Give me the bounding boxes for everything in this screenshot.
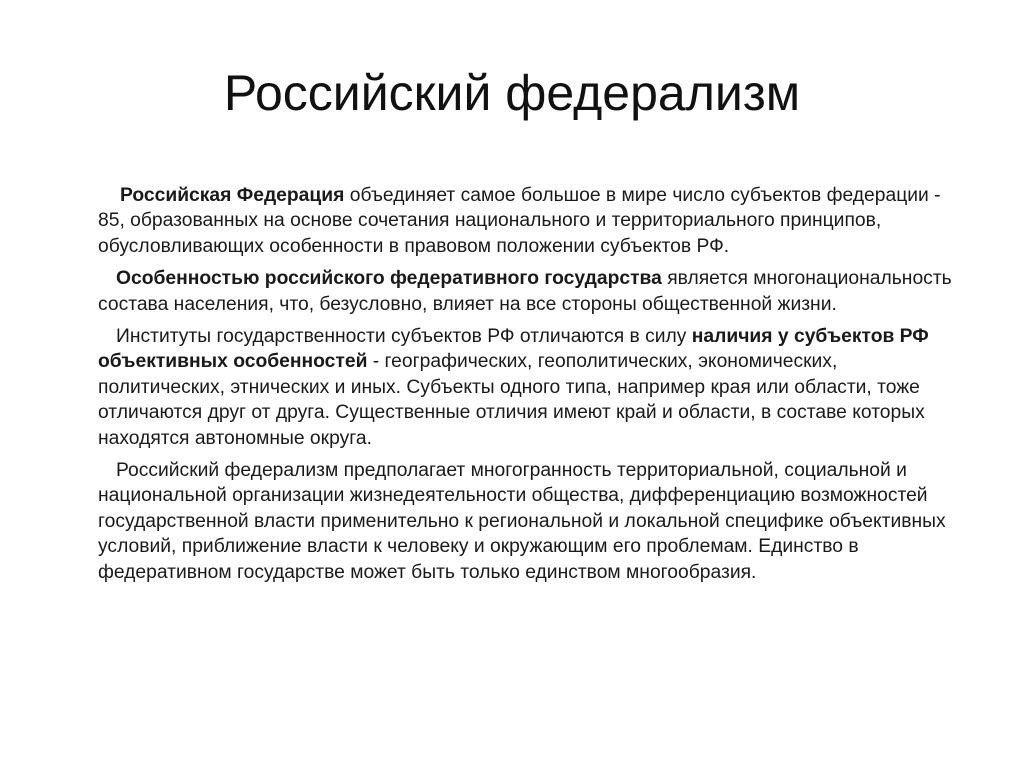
paragraph-text: объединяет самое большое в мире число субъектов федерации - 85, образованных на основе сочетания национального и территориального принципов, обусловливающих особенности в правовом положении субъектов РФ. — [98, 185, 941, 257]
paragraph-emphasis: наличия у субъектов РФ объективных особенностей — [98, 326, 929, 373]
paragraph-text: является многонациональность состава населения, что, безусловно, влияет на все стороны общественной жизни. — [98, 268, 952, 315]
slide-title: Российский федерализм — [223, 65, 801, 121]
paragraph-feature — [98, 266, 968, 317]
paragraph-federation — [98, 183, 968, 259]
paragraph-institutions — [98, 324, 968, 451]
paragraph-text: - географических, геополитических, экономических, политических, этнических и иных. Субъекты одного типа, например края или области, тоже отличаются друг от друга. Существенные отличия имеют край и области, в составе которых находятся автономные округа. — [98, 351, 925, 449]
paragraph-text: Российский федерализм предполагает многогранность территориальной, социальной и национальной организации жизнедеятельности общества, дифференциацию возможностей государственной власти применительно к региональной и локальной специфике объективных условий, приближение власти к человеку и окружающим его проблемам. Единство в федеративном государстве может быть только единством многообразия. — [98, 460, 946, 583]
paragraph-text-lead: Институты государственности субъектов РФ отличаются в силу — [116, 326, 692, 348]
paragraph-federalism — [98, 458, 968, 585]
paragraph-emphasis: Особенностью российского федеративного государства — [116, 268, 662, 290]
slide-body — [98, 183, 968, 592]
paragraph-emphasis: Российская Федерация — [120, 185, 345, 206]
